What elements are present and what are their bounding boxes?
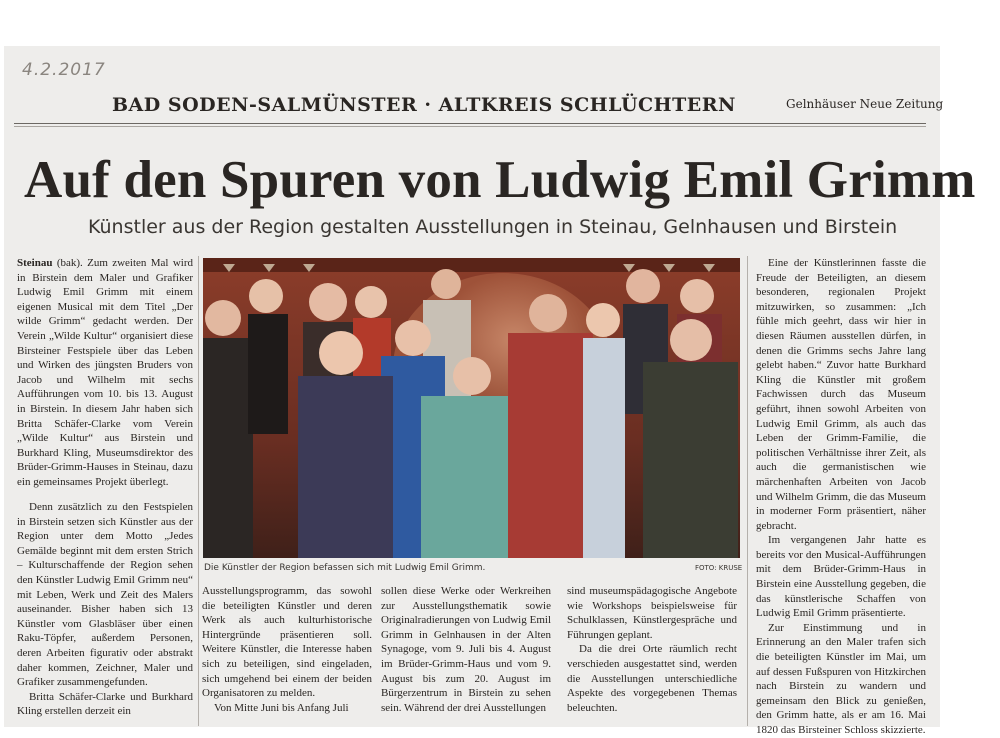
- paragraph: sollen diese Werke oder Werkreihen zur Ausstellungsthematik sowie Originalradierungen von Ludwig Emil Grimm in Gelnhausen in der Alten Synagoge, vom 9. Juli bis 4. August im Brüder-Grimm-Haus und vom 9. August bis zum 20. August im Bürgerzentrum in Birstein zu sehen sein. Während der drei Ausstellungen: [381, 585, 551, 714]
- subheadline: Künstler aus der Region gestalten Ausstellungen in Steinau, Gelnhausen und Birstein: [88, 216, 898, 238]
- section-header: BAD SODEN-SALMÜNSTER · ALTKREIS SCHLÜCHTERN: [112, 94, 736, 116]
- page-top-margin: [0, 0, 1000, 46]
- paragraph: Zur Einstimmung und in Erinnerung an den Maler trafen sich die beteiligten Künstler im Mai, um auf dessen Fußspuren von Hitzkirchen nach Birstein zu wandern und gemeinsam den Blick zu genießen, den Grimm hatte, als er am 16. Mai 1820 das Birsteiner Schloss skizzierte.: [756, 621, 926, 736]
- headline: Auf den Spuren von Ludwig Emil Grimm: [24, 151, 976, 209]
- article-column-4: [567, 584, 737, 715]
- paragraph: Von Mitte Juni bis Anfang Juli: [214, 701, 349, 714]
- article-column-1-lower: [17, 500, 193, 719]
- article-column-5: [756, 256, 926, 738]
- photo-credit: FOTO: KRUSE: [695, 564, 743, 572]
- paragraph: Britta Schäfer-Clarke und Burkhard Kling erstellen derzeit ein: [17, 690, 193, 718]
- paragraph: Eine der Künstlerinnen fasste die Freude der Beteiligten, an diesem besonderen, regionalen Projekt mitzuwirken, so zusammen: „Ich fühle mich geehrt, dass wir hier in diesen Räumen ausstellen dürfen, in denen die Grimms sechs Jahre lang gelebt haben.“ Zuvor hatte Burkhard Kling die Künstler mit großem Fachwissen durch das Museum geführt, ihnen sowohl Arbeiten von Ludwig Emil Grimm, als auch das Leben der Grimm-Familie, die politischen Verhältnisse ihrer Zeit, als auch die germanistischen wie märchenhaften Arbeiten von Jacob und Wilhelm Grimm, die das Museum in moderner Form präsentiert, näher gebracht.: [756, 257, 926, 532]
- paragraph: Da die drei Orte räumlich recht verschieden ausgestattet sind, werden die Ausstellungen unterschiedliche Aspekte des vorgegebenen Themas beleuchten.: [567, 643, 737, 714]
- column-divider: [198, 256, 199, 726]
- header-rule-thin: [14, 126, 926, 127]
- handwritten-date: 4.2.2017: [22, 60, 106, 80]
- group-photo-illustration: [203, 258, 740, 558]
- paragraph: Denn zusätzlich zu den Festspielen in Birstein setzen sich Künstler aus der Region unter dem Motto „Jedes Gemälde beginnt mit dem ersten Strich – Kulturschaffende der Region sehen den Künstler Ludwig Emil Grimm neu“ mit Leben, Werk und Zeit des Malers auseinander. Bisher haben sich 13 Künstler vom Glasbläser über einen Raku-Töpfer, außerdem Personen, deren Arbeiten figurativ oder abstrakt daher kommen, Zeichner, Maler und Grafiker zusammengefunden.: [17, 501, 193, 689]
- article-column-2: [202, 584, 372, 715]
- paragraph: Ausstellungsprogramm, das sowohl die beteiligten Künstler und deren Werk als auch kulturhistorische Hintergründe präsentieren soll. Weitere Künstler, die Interesse haben sich zu beteiligen, sind eingeladen, sich umgehend bei einem der beiden Organisatoren zu melden.: [202, 585, 372, 700]
- article-column-3: [381, 584, 551, 715]
- column-divider: [747, 256, 748, 726]
- newspaper-name: Gelnhäuser Neue Zeitung: [786, 97, 944, 111]
- paragraph: Im vergangenen Jahr hatte es bereits vor den Musical-Aufführungen mit dem Brüder-Grimm-Haus in Birstein eine Ausstellung gegeben, die das künstlerische Schaffen von Ludwig Emil Grimm präsentierte.: [756, 534, 926, 620]
- paragraph: (bak). Zum zweiten Mal wird in Birstein dem Maler und Grafiker Ludwig Emil Grimm mit einem eigenen Musical mit dem Titel „Der wilde Grimm“ gedacht werden. Der Verein „Wilde Kultur“ organisiert diese Birsteiner Festspiele über das Leben und Wirken des jüngsten Bruders von Jacob und Wilhelm mit sechs Aufführungen vom 10. bis 13. August in Birstein. In diesem Jahr haben sich Britta Schäfer-Clarke vom Verein „Wilde Kultur“ aus Birstein und Burkhard Kling, Museumsdirektor des Brüder-Grimm-Hauses in Steinau, dazu ein gemeinsames Projekt überlegt.: [17, 257, 193, 488]
- paragraph: sind museumspädagogische Angebote wie Workshops beispielsweise für Schulklassen, Künstlergespräche und Führungen geplant.: [567, 585, 737, 641]
- article-column-1: [17, 256, 193, 490]
- header-rule: [14, 123, 926, 124]
- article-photo: [203, 258, 740, 558]
- photo-caption: Die Künstler der Region befassen sich mit Ludwig Emil Grimm.: [204, 563, 486, 573]
- dateline: Steinau: [17, 257, 53, 269]
